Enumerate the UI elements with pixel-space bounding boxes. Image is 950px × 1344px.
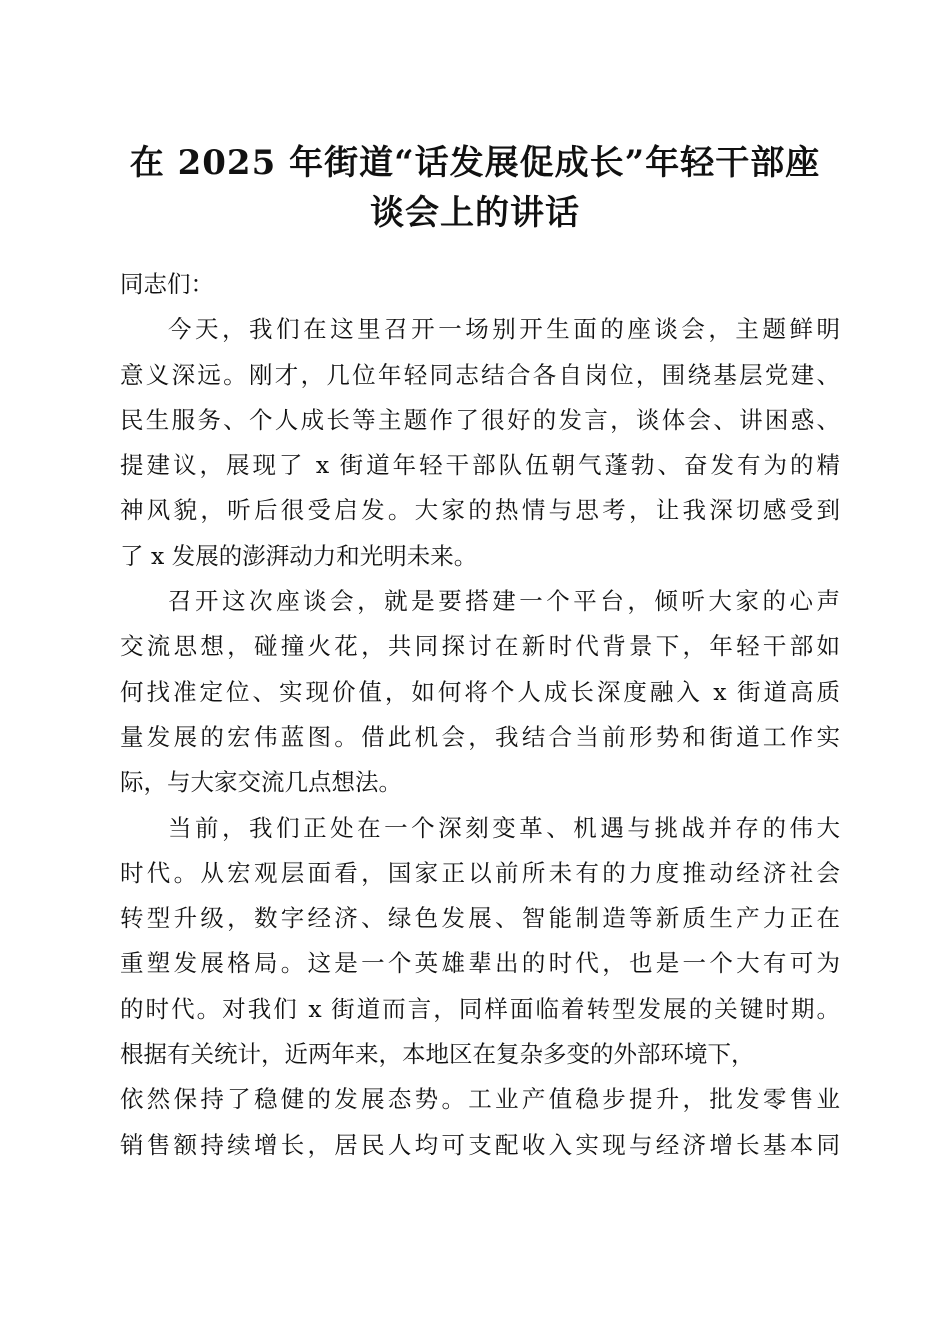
- paragraph-3-line: 销售额持续增长，居民人均可支配收入实现与经济增长基本同: [120, 1130, 840, 1159]
- document-title: [100, 138, 850, 238]
- paragraph-2-line: 何找准定位、实现价值，如何将个人成长深度融入 x 街道高质: [120, 677, 840, 706]
- speech-body: [120, 262, 840, 1168]
- paragraph-3-line: 转型升级，数字经济、绿色发展、智能制造等新质生产力正在: [120, 904, 840, 933]
- paragraph-1-line: 了 x 发展的澎湃动力和光明未来。: [120, 541, 478, 570]
- paragraph-3-line: 当前，我们正处在一个深刻变革、机遇与挑战并存的伟大: [168, 813, 840, 842]
- paragraph-1-line: 今天，我们在这里召开一场别开生面的座谈会，主题鲜明: [168, 315, 840, 344]
- paragraph-3-line: 重塑发展格局。这是一个英雄辈出的时代，也是一个大有可为: [120, 949, 840, 978]
- paragraph-2-line: 交流思想，碰撞火花，共同探讨在新时代背景下，年轻干部如: [120, 632, 840, 661]
- paragraph-1-line: 意义深远。刚才，几位年轻同志结合各自岗位，围绕基层党建、: [120, 360, 840, 389]
- paragraph-2-line: 召开这次座谈会，就是要搭建一个平台，倾听大家的心声: [168, 587, 840, 616]
- paragraph-1-line: 神风貌，听后很受启发。大家的热情与思考，让我深切感受到: [120, 496, 840, 525]
- title-line-2: 谈会上的讲话: [370, 193, 580, 233]
- paragraph-3-line: 依然保持了稳健的发展态势。工业产值稳步提升，批发零售业: [120, 1085, 840, 1114]
- paragraph-3-line: 根据有关统计，近两年来，本地区在复杂多变的外部环境下，: [120, 1040, 755, 1069]
- salutation: 同志们：: [120, 270, 214, 298]
- paragraph-1-line: 提建议，展现了 x 街道年轻干部队伍朝气蓬勃、奋发有为的精: [120, 451, 840, 480]
- paragraph-3-line: 的时代。对我们 x 街道而言，同样面临着转型发展的关键时期。: [120, 994, 840, 1023]
- paragraph-2-line: 量发展的宏伟蓝图。借此机会，我结合当前形势和街道工作实: [120, 722, 840, 751]
- paragraph-1-line: 民生服务、个人成长等主题作了很好的发言，谈体会、讲困惑、: [120, 405, 840, 434]
- paragraph-2-line: 际，与大家交流几点想法。: [120, 768, 402, 797]
- title-line-1: 在 2025 年街道“话发展促成长”年轻干部座: [129, 143, 821, 183]
- paragraph-3-line: 时代。从宏观层面看，国家正以前所未有的力度推动经济社会: [120, 858, 840, 887]
